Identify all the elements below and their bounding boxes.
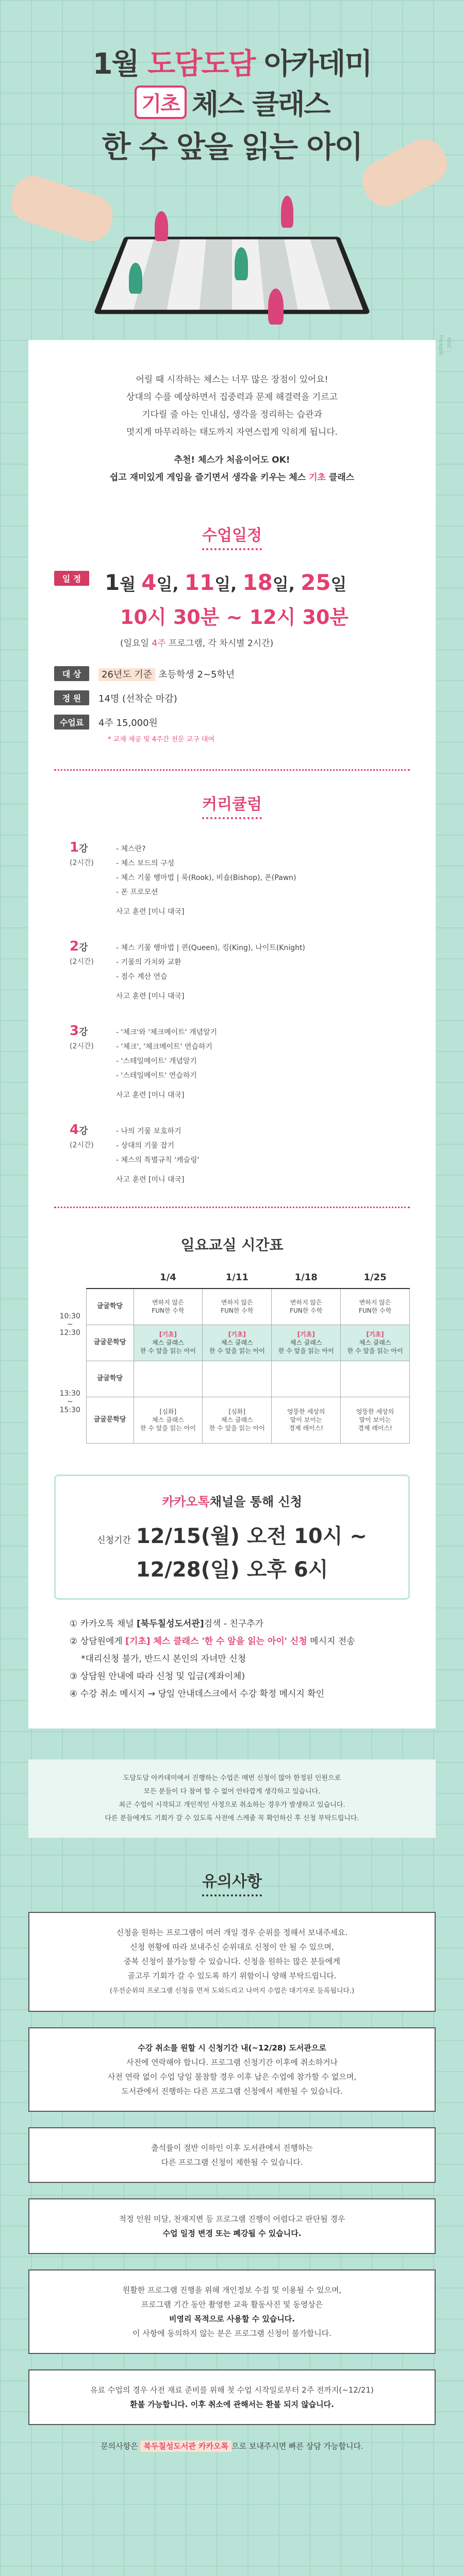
caution-box: 수강 취소를 원할 시 신청기간 내(~12/28) 도서관으로 사전에 연락해야 합니다. 프로그램 신청기간 이후에 취소하거나 사전 연락 없이 수업 당일 불참할 경우 이후 납은 수업에 참가할 수 없으며, 도서관에서 진행하는 다른 프로그램 신청에서 제한될 수 있습니다. <box>28 2027 436 2112</box>
schedule-note: (일요일 4주 프로그램, 각 차시별 2시간) <box>120 638 274 649</box>
schedule-section <box>54 571 410 743</box>
step: *대리신청 불가, 반드시 본인의 자녀만 신청 <box>81 1653 246 1664</box>
divider <box>54 769 410 771</box>
chess-piece-icon <box>129 263 142 294</box>
table-row: 10:30 ~ 12:30 글굴학당 변하지 않은 FUN한 수학 변하지 않은 FUN한 수학 변하지 않은 FUN한 수학 변하지 않은 FUN한 수학 <box>54 1289 410 1325</box>
table-row: 13:30 ~ 15:30 글굴학당 <box>54 1361 410 1397</box>
kakao-contact-link[interactable]: 북두칠성도서관 카카오톡 <box>140 2441 231 2452</box>
caution-box: 원활한 프로그램 진행을 위해 개인정보 수집 및 이용될 수 있으며, 프로그램 기간 동안 촬영한 교육 활동사진 및 동영상은 비영리 목적으로 사용할 수 있습니다. 이 사항에 동의하지 않는 분은 프로그램 신청이 불가합니다. <box>28 2269 436 2354</box>
curriculum-list <box>54 840 410 1187</box>
hero-title-line1 <box>0 41 464 82</box>
date-header: 1/25 <box>341 1267 410 1289</box>
caution-section <box>28 1869 436 2487</box>
step: ② 상담원에게 [기초] 체스 클래스 '한 수 앞을 읽는 아이' 신청 메시지 전송 <box>70 1636 355 1647</box>
caution-title: 유의사항 <box>28 1869 436 1896</box>
schedule-title: 수업일정 <box>54 522 410 550</box>
apply-period-end: 12/28(일) 오후 6시 <box>136 1557 328 1582</box>
curriculum-item: 4강 (2시간) - 나의 기물 보호하기 - 상대의 기물 잡기 - 체스의 특별규칙 '캐슬링' 사고 훈련 [미니 대국] <box>70 1122 200 1184</box>
curriculum-item: 2강 (2시간) - 체스 기물 행마법 | 퀸(Queen), 킹(King), 나이트(Knight) - 기물의 가치와 교환 - 점수 계산 연습 사고 훈련 [미니 대국] <box>70 939 305 1001</box>
hero-academy-name: 도담도담 <box>147 47 255 81</box>
time-slot: 13:30 ~ 15:30 <box>59 1389 80 1414</box>
time-slot: 10:30 ~ 12:30 <box>59 1312 80 1337</box>
capacity-row: 정 원 14명 (선착순 마감) <box>54 690 410 705</box>
caution-box: 출석률이 절반 이하인 이후 도서관에서 진행하는 다른 프로그램 신청이 제한될 수 있습니다. <box>28 2127 436 2183</box>
step: ④ 수강 취소 메시지 → 당일 안내데스크에서 수강 확정 메시지 확인 <box>70 1688 325 1699</box>
curriculum-title: 커리큘럼 <box>54 791 410 819</box>
class-subtitle: 한 수 앞을 읽는 아이 <box>102 129 362 164</box>
hero-month: 1월 <box>92 47 148 81</box>
apply-steps <box>54 1615 410 1703</box>
date-header: 1/11 <box>203 1267 272 1289</box>
date-header: 1/18 <box>272 1267 341 1289</box>
step: ① 카카오톡 채널 [북두칠성도서관]검색 - 친구추가 <box>70 1618 263 1629</box>
table-row: 글굴문학당 [심화] 체스 클래스 한 수 앞을 읽는 아이 [심화] 체스 클래스 한 수 앞을 읽는 아이 엉뚱한 세상의 말이 보이는 경제 레이스! 엉뚱한 세상의 말이 보이는 경제 레이스! <box>54 1397 410 1443</box>
contact-line: 문의사항은 북두칠성도서관 카카오톡 으로 보내주시면 빠른 상담 가능합니다. <box>101 2441 363 2451</box>
curriculum-item: 1강 (2시간) - 체스란? - 체스 보드의 구성 - 체스 기물 행마법 | 룩(Rook), 비숍(Bishop), 폰(Pawn) - 폰 프로모션 사고 훈련 [미니 대국] <box>70 840 296 916</box>
chess-piece-icon <box>235 247 248 280</box>
chess-piece-icon <box>155 211 168 241</box>
target-row: 대 상 26년도 기준 초등학생 2~5학년 <box>54 666 410 681</box>
chess-piece-icon <box>281 196 293 228</box>
level-badge: 기초 <box>135 86 187 119</box>
schedule-time: 10시 30분 ~ 12시 30분 <box>120 606 349 629</box>
caution-box: 신청을 원하는 프로그램이 여러 개일 경우 순위를 정해서 보내주세요. 신청 현황에 따라 보내주신 순위대로 신청이 안 될 수 있으며, 중복 신청이 불가능할 수 있습니다. 신청을 원하는 많은 분들에게 골고루 기회가 갈 수 있도록 하기 위함이니 양해 부탁드립니다. (우선순위의 프로그램 신청을 먼저 도와드리고 나머지 수업은 대기자로 등록됩니다.) <box>28 1912 436 2012</box>
fee-note: * 교재 제공 및 4주간 전문 교구 대여 <box>108 736 214 743</box>
schedule-dates: 1월 4일, 11일, 18일, 25일 <box>105 570 347 595</box>
caution-box: 유료 수업의 경우 사전 재료 준비를 위해 첫 수업 시작일로부터 2주 전까지(~12/21) 환불 가능합니다. 이후 취소에 관해서는 환불 되지 않습니다. <box>28 2369 436 2425</box>
kakao-channel-label: 카카오톡 <box>162 1494 210 1509</box>
step: ③ 상담원 안내에 따라 신청 및 입금(계좌이체) <box>70 1671 245 1682</box>
main-card <box>28 340 436 1728</box>
caution-box: 적정 인원 미달, 천재지변 등 프로그램 진행이 어렵다고 판단될 경우 수업 일정 변경 또는 폐강될 수 있습니다. <box>28 2198 436 2254</box>
date-header: 1/4 <box>134 1267 203 1289</box>
apply-period-start: 12/15(월) 오전 10시 ~ <box>136 1524 367 1548</box>
image-credit: 출처 : Freepik <box>438 335 452 355</box>
hero-banner <box>0 0 464 355</box>
table-row: 글굴문학당 [기초] 체스 클래스 한 수 앞을 읽는 아이 [기초] 체스 클래스 한 수 앞을 읽는 아이 [기초] 체스 클래스 한 수 앞을 읽는 아이 [기초] 체스 클래스 한 수 앞을 읽는 아이 <box>54 1325 410 1361</box>
hero-title-line2 <box>0 82 464 122</box>
timetable-title: 일요교실 시간표 <box>180 1236 284 1253</box>
apply-box: 카카오톡채널을 통해 신청 신청기간 12/15(월) 오전 10시 ~ 12/28(일) 오후 6시 <box>54 1475 410 1600</box>
chessboard-illustration <box>0 185 464 340</box>
date-tag: 일 정 <box>54 571 89 586</box>
fee-row: 수업료 4주 15,000원 <box>54 715 410 730</box>
curriculum-item: 3강 (2시간) - '체크'와 '체크메이트' 개념알기 - '체크', '체크메이트' 연습하기 - '스테일메이트' 개념알기 - '스테일메이트' 연습하기 사고 훈련 [미니 대국] <box>70 1023 218 1099</box>
chess-piece-icon <box>268 289 284 325</box>
hero-academy-suffix: 아카데미 <box>255 47 372 81</box>
divider <box>54 1207 410 1208</box>
left-hand-icon <box>6 171 118 246</box>
intro-text: 어릴 때 시작하는 체스는 너무 많은 장점이 있어요! 상대의 수를 예상하면서 집중력과 문제 해결력을 기르고 기다릴 줄 아는 인내심, 생각을 정리하는 습관과 멋지게 마무리하는 태도까지 자연스럽게 익히게 됩니다. <box>126 375 338 437</box>
class-name: 체스 클래스 <box>191 88 330 121</box>
timetable <box>54 1267 410 1444</box>
notice-box: 도담도담 아카데미에서 진행하는 수업은 매번 신청이 많아 한정된 인원으로 모든 분들이 다 참여 할 수 없어 안타깝게 생각하고 있습니다. 최근 수업이 시작되고 개인적인 사정으로 취소하는 경우가 발생하고 있습니다. 다른 분들에게도 기회가 갈 수 있도록 사전에 스케줄 꼭 확인하신 후 신청 부탁드립니다. <box>28 1759 436 1838</box>
intro-recommend: 추천! 체스가 처음이어도 OK! 쉽고 재미있게 게임을 즐기면서 생각을 키우는 체스 기초 클래스 <box>109 455 355 483</box>
